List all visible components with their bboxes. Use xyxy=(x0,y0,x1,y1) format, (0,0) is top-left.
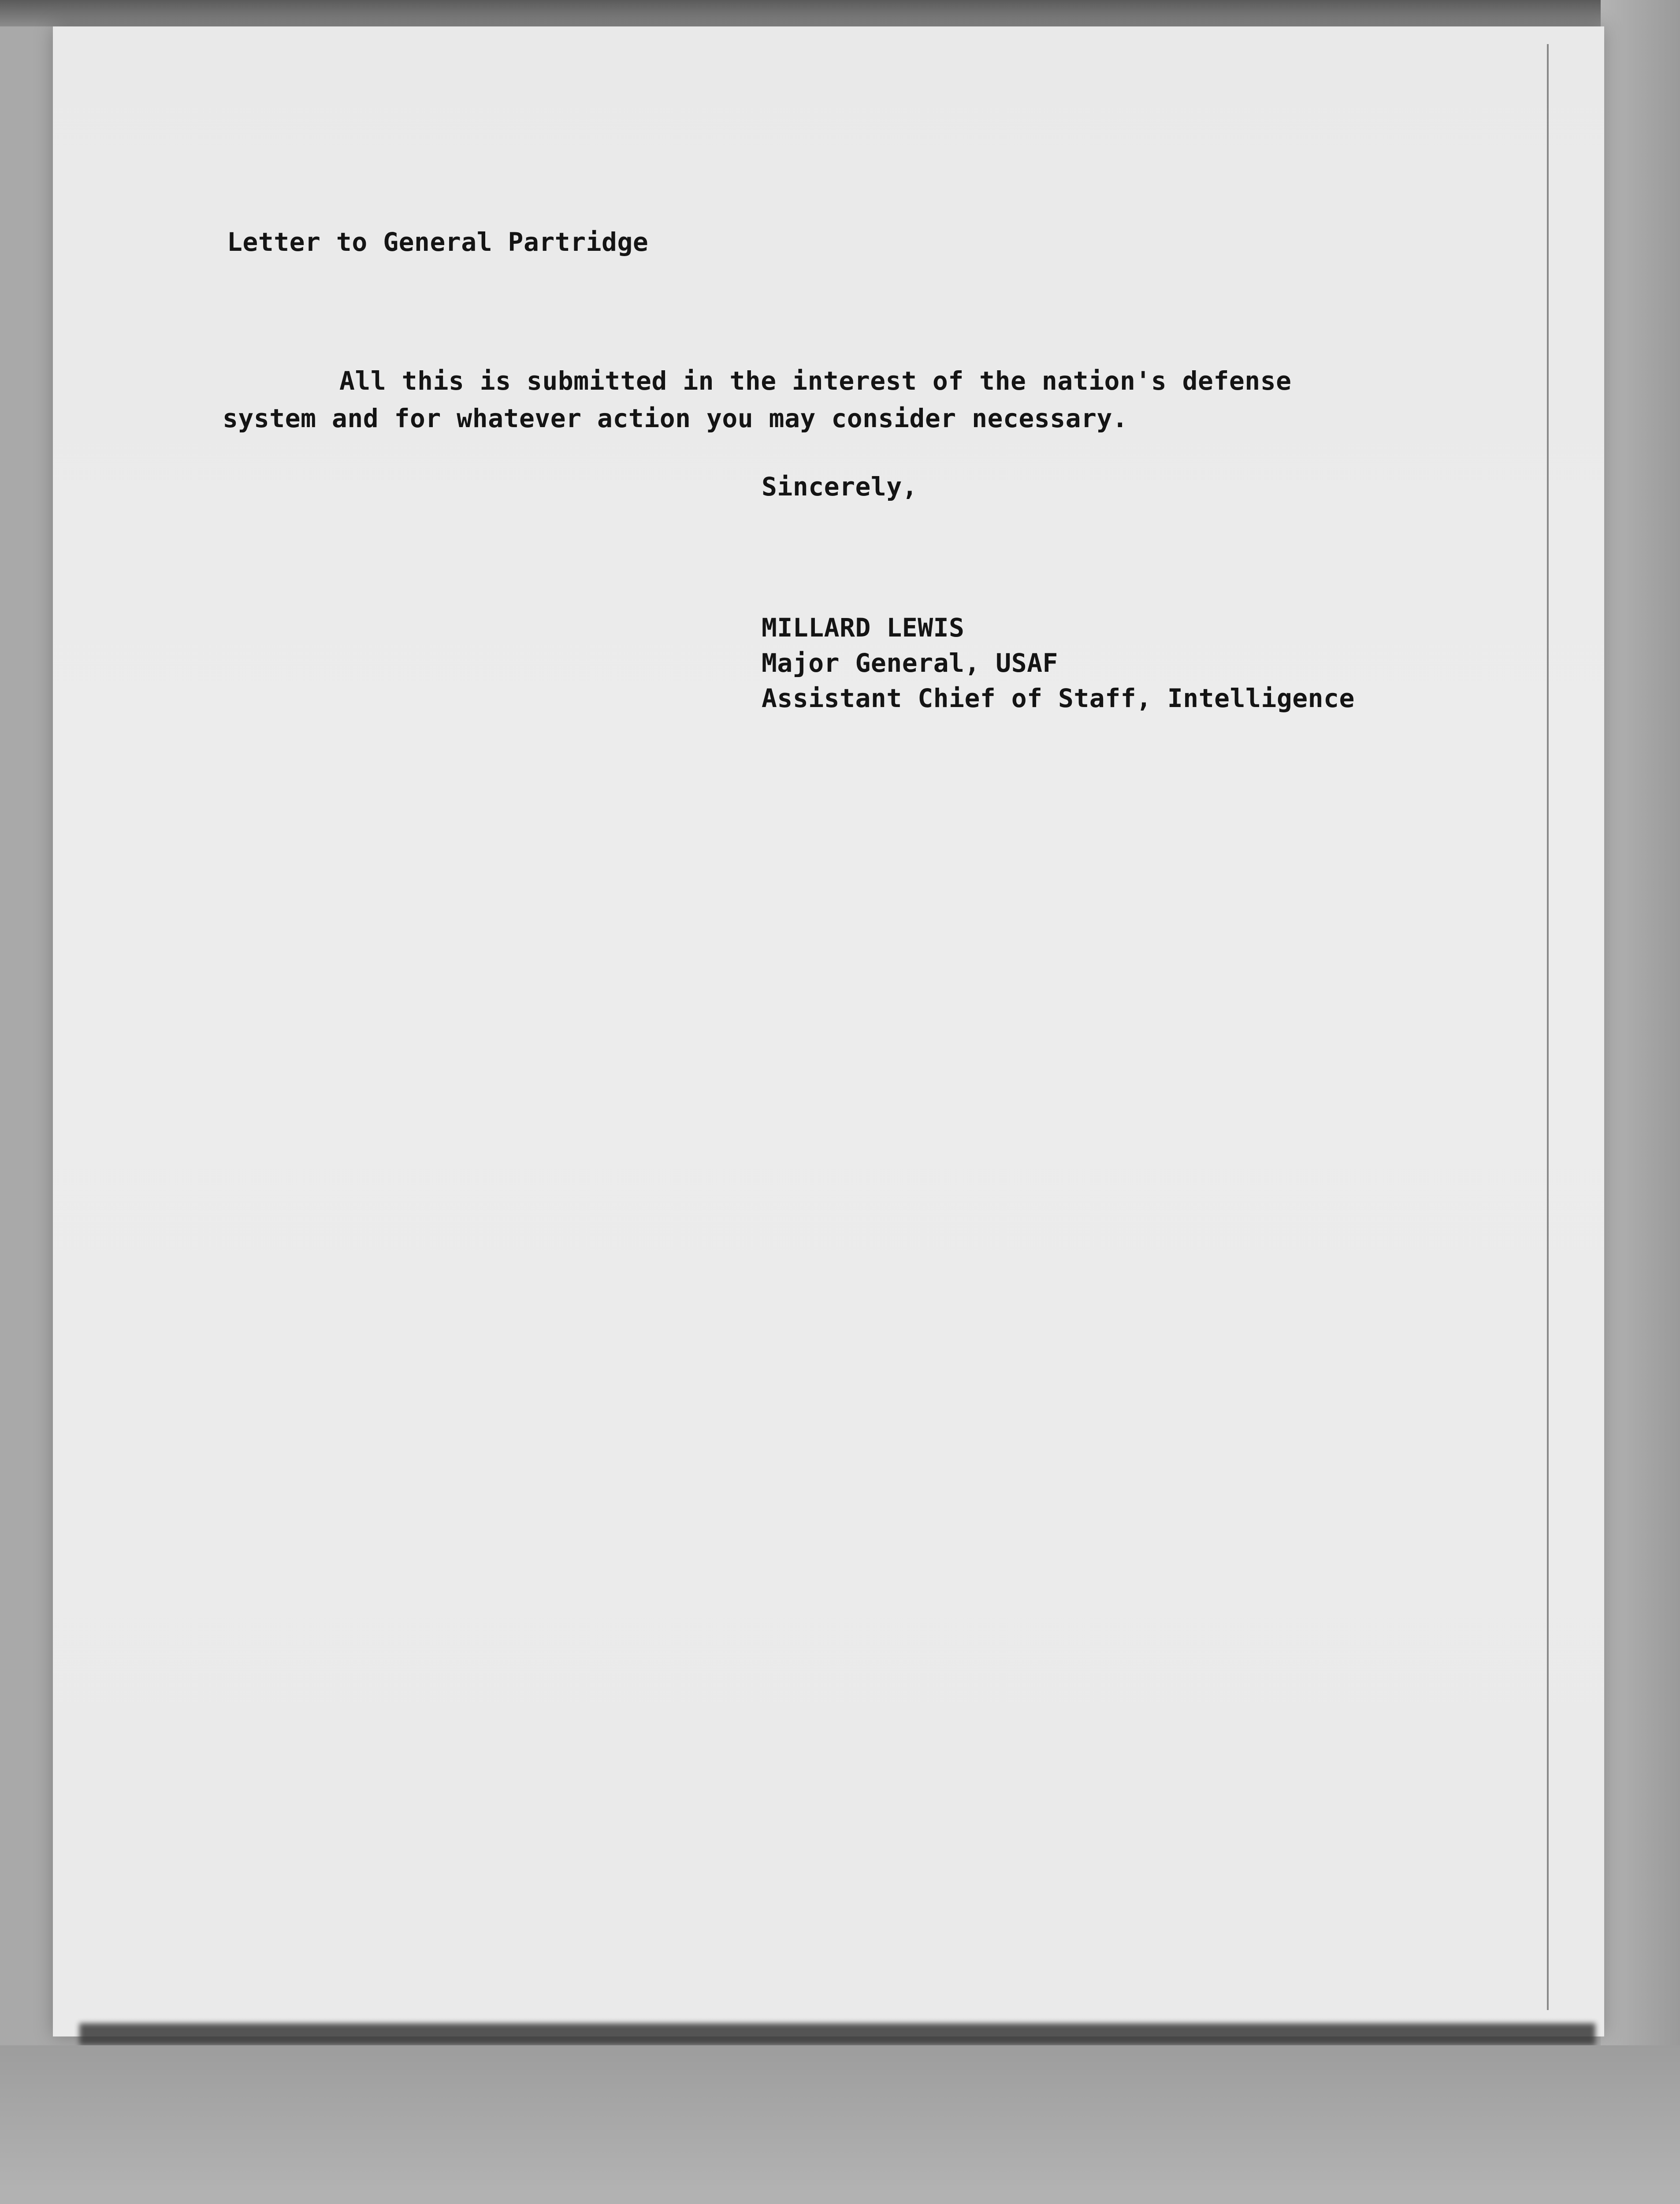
film-edge-right xyxy=(1601,0,1680,2204)
page-edge-rule xyxy=(1547,44,1549,2010)
closing-salutation: Sincerely, xyxy=(762,472,918,502)
body-line-2: system and for whatever action you may consider necessary. xyxy=(223,403,1128,433)
body-line-1: All this is submitted in the interest of the nation's defense xyxy=(339,366,1292,396)
film-edge-top xyxy=(0,0,1680,26)
film-lower-strip xyxy=(0,2045,1680,2204)
document-page xyxy=(53,26,1604,2036)
letter-heading: Letter to General Partridge xyxy=(227,227,649,257)
signature-name: MILLARD LEWIS xyxy=(762,613,965,643)
page-bottom-shadow xyxy=(79,2023,1595,2045)
signature-rank: Major General, USAF xyxy=(762,648,1058,678)
signature-title: Assistant Chief of Staff, Intelligence xyxy=(762,683,1355,713)
